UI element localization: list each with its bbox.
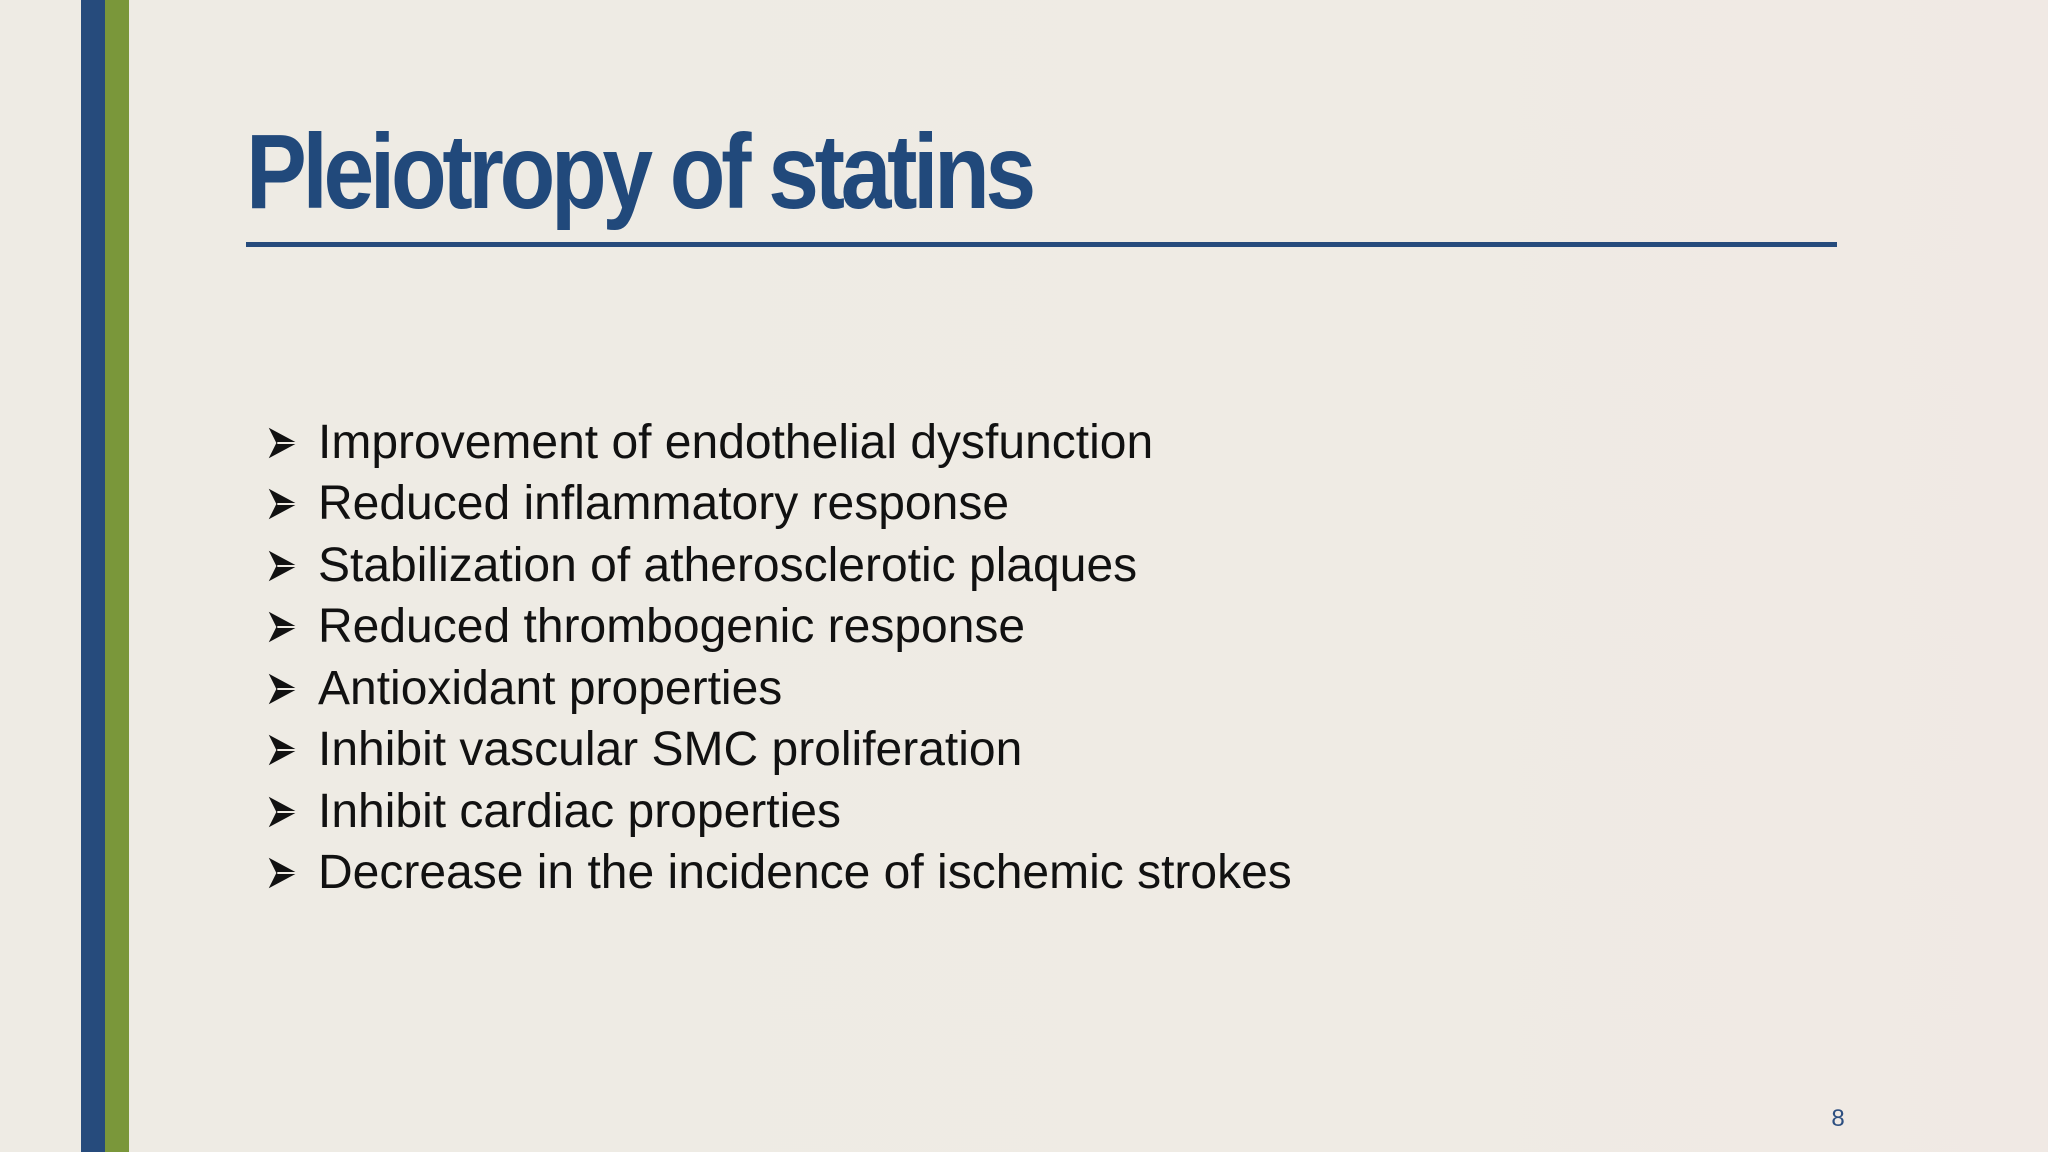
left-blue-accent-bar: [81, 0, 105, 1152]
arrowhead-bullet-icon: [264, 731, 302, 769]
bullet-item: [264, 412, 1292, 474]
arrowhead-bullet-icon: [264, 608, 302, 646]
bullet-text: Stabilization of atherosclerotic plaques: [318, 538, 1138, 592]
bullet-item: [264, 658, 1292, 720]
bullet-text: Inhibit vascular SMC proliferation: [318, 723, 1023, 777]
page-number: 8: [1831, 1105, 1845, 1132]
arrowhead-bullet-icon: [264, 854, 302, 892]
slide-title: Pleiotropy of statins: [246, 113, 1032, 231]
bullet-text: Antioxidant properties: [318, 661, 783, 715]
left-green-accent-bar: [105, 0, 129, 1152]
bullet-item: [264, 720, 1292, 782]
bullet-text: Improvement of endothelial dysfunction: [318, 415, 1154, 469]
bullet-item: [264, 781, 1292, 843]
arrowhead-bullet-icon: [264, 670, 302, 708]
arrowhead-bullet-icon: [264, 424, 302, 462]
title-underline: [246, 242, 1837, 247]
bullet-item: [264, 474, 1292, 536]
bullet-text: Decrease in the incidence of ischemic strokes: [318, 846, 1292, 900]
bullet-text: Inhibit cardiac properties: [318, 784, 841, 838]
bullet-item: [264, 535, 1292, 597]
arrowhead-bullet-icon: [264, 793, 302, 831]
arrowhead-bullet-icon: [264, 485, 302, 523]
bullet-item: [264, 597, 1292, 659]
bullet-text: Reduced thrombogenic response: [318, 600, 1026, 654]
bullet-list: [264, 412, 1292, 904]
bullet-text: Reduced inflammatory response: [318, 477, 1010, 531]
bullet-item: [264, 843, 1292, 905]
arrowhead-bullet-icon: [264, 547, 302, 585]
